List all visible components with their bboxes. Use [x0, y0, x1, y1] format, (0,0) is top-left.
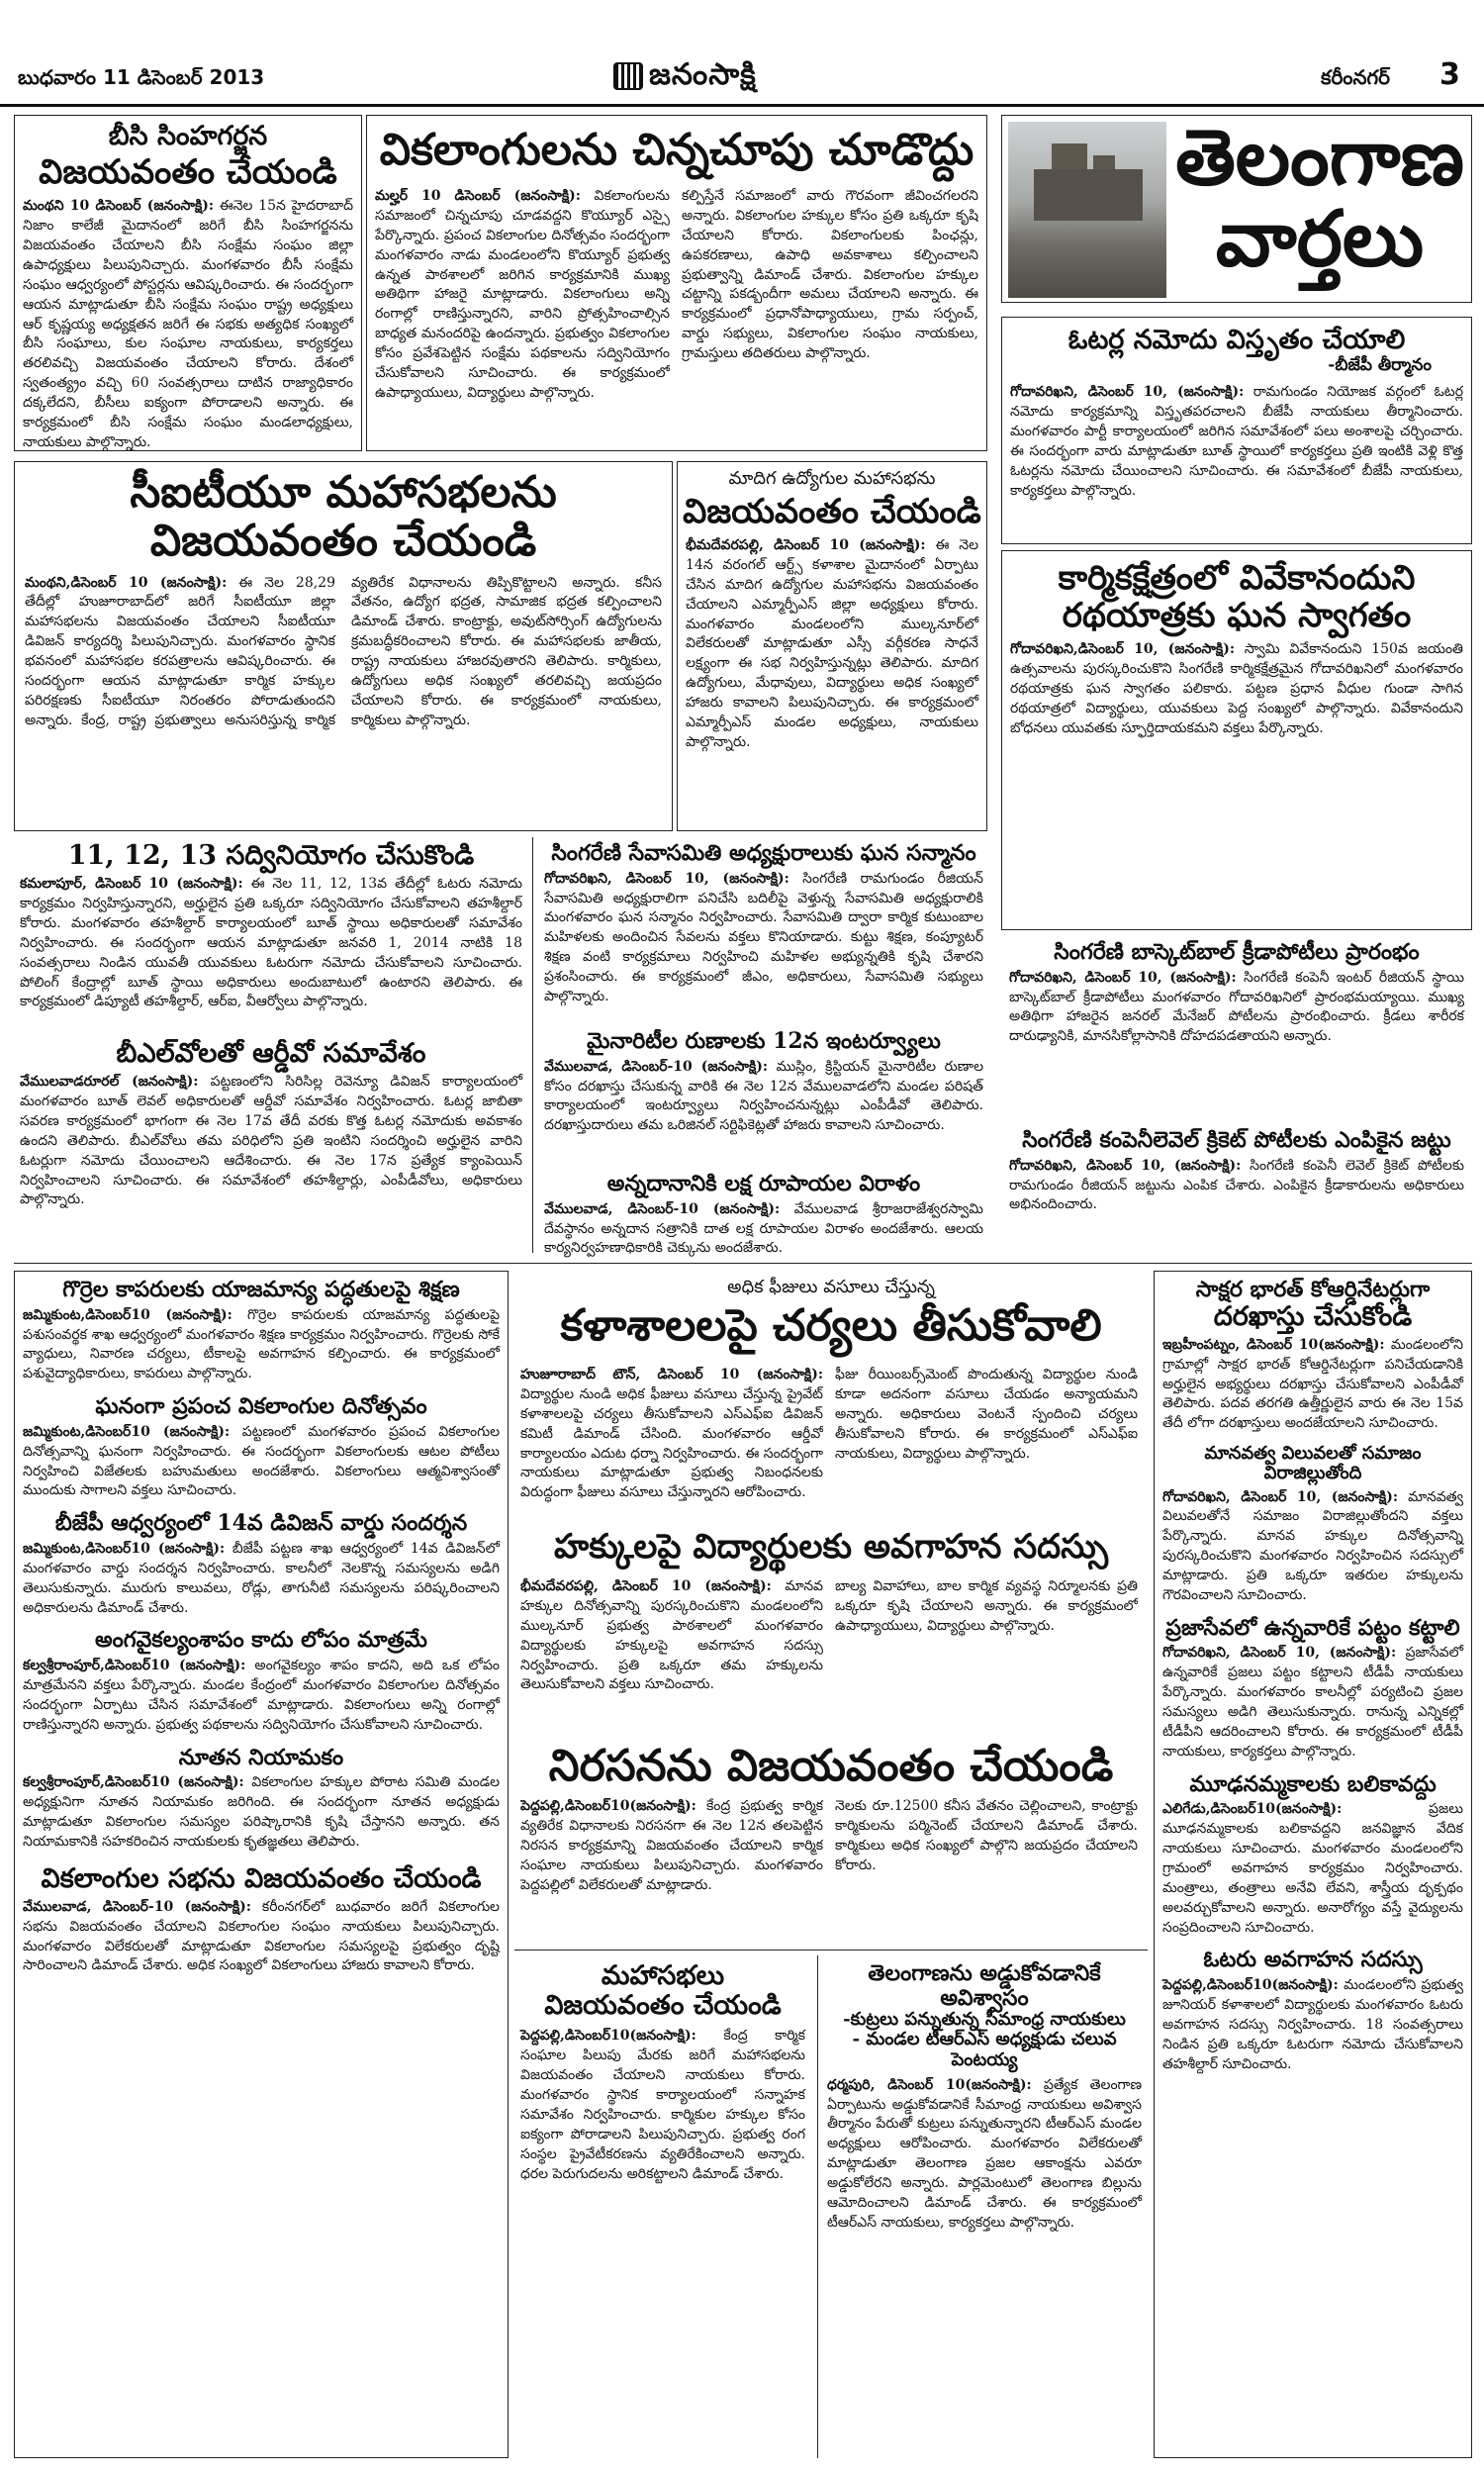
article-mahasabhalu	[514, 1955, 811, 2460]
headline: వికలాంగుల సభను విజయవంతం చేయండి	[41, 1862, 482, 1894]
article-college-fees	[514, 1271, 1148, 1518]
article-body: ఎలిగేడు,డిసెంబర్10(జనంసాక్షి): ప్రజలు మూఢనమ్మకాలకు బలికావద్దని జనవిజ్ఞాన వేదిక నాయకులు సూచించారు. మంగళవారం మండలంలోని గ్రామంలో అవగాహన కార్యక్రమం నిర్వహించారు. మంత్రాలు, తంత్రాలు అనేవి లేవని, శాస్త్రీయ దృక్పథం అలవర్చుకోవాలని అన్నారు. అనారోగ్యం వస్తే వైద్యులను సంప్రదించాలని సూచించారు.	[1162, 1801, 1463, 1936]
article-cricket	[1001, 1128, 1472, 1257]
article-body: భీమదేవరపల్లి, డిసెంబర్ 10 (జనంసాక్షి): మానవ హక్కుల దినోత్సవాన్ని పురస్కరించుకొని మండలంలోని ముల్కనూర్ ప్రభుత్వ పాఠశాలలో మంగళవారం విద్యార్థులకు హక్కులపై అవగాహన సదస్సు నిర్వహించారు. ప్రతి ఒక్కరూ తమ హక్కులను తెలుసుకోవాలని వక్తలు సూచించారు.	[520, 1578, 823, 1693]
headline: దరఖాస్తు చేసుకోండి	[1213, 1300, 1413, 1332]
article-voter-awareness	[1155, 1948, 1471, 2078]
article-body: పెద్దపల్లి,డిసెంబర్10(జనంసాక్షి): కేంద్ర ప్రభుత్వ కార్మిక వ్యతిరేక విధానాలకు నిరసనగా ఈ నెల 12న తలపెట్టిన నిరసన కార్యక్రమాన్ని విజయవంతం చేయాలని కార్మిక సంఘాల నాయకులు పిలుపునిచ్చారు. మంగళవారం పెద్దపల్లిలో విలేకరులతో మాట్లాడారు.	[520, 1798, 823, 1893]
headline: సాక్షర భారత్ కోఆర్డినేటర్లుగా	[1195, 1277, 1431, 1302]
article-body: కల్వశ్రీరాంపూర్,డిసెంబర్10 (జనంసాక్షి): అంగవైకల్యం శాపం కాదని, అది ఒక లోపం మాత్రమేనని వక్తలు పేర్కొన్నారు. మండల కేంద్రంలో మంగళవారం వికలాంగుల దినోత్సవం సందర్భంగా ఏర్పాటు చేసిన సమావేశంలో మాట్లాడారు. వికలాంగులు అన్ని రంగాల్లో రాణిస్తున్నారని అన్నారు. ప్రభుత్వ పథకాలను సద్వినియోగం చేసుకోవాలని సూచించారు.	[23, 1658, 501, 1733]
kicker: మాదిగ ఉద్యోగుల మహాసభను	[728, 468, 936, 489]
article-body: గోదావరిఖని, డిసెంబర్ 10, (జనంసాక్షి): సింగరేణి కంపెనీ ఇంటర్ రీజియన్ స్థాయి బాస్కెట్‌బాల్ క్రీడాపోటీలు మంగళవారం గోదావరిఖనిలో ప్రారంభమయ్యాయి. ముఖ్య అతిథిగా హాజరైన జనరల్ మేనేజర్ పోటీలను ప్రారంభించారు. క్రీడలు శారీరక దారుఢ్యానికి, మానసికోల్లాసానికి దోహదపడతాయని అన్నారు.	[1009, 969, 1464, 1045]
subheadline: -కుట్రలు పన్నుతున్న సీమాంధ్ర నాయకులు	[843, 2009, 1126, 2031]
masthead	[0, 0, 1484, 107]
article-disability-not-curse	[15, 1628, 508, 1739]
headline: విజయవంతం చేయండి	[683, 492, 981, 531]
article-bc-rally	[14, 115, 362, 451]
article-blo-meeting	[14, 1039, 528, 1257]
article-body: ఇబ్రహీంపట్నం, డిసెంబర్ 10(జనంసాక్షి): మండలంలోని గ్రామాల్లో సాక్షర భారత్ కోఆర్డినేటర్లుగా పనిచేయడానికి అర్హులైన అభ్యర్థులు దరఖాస్తు చేసుకోవాలని ఎంపీడీవో తెలిపారు. పదవ తరగతి ఉత్తీర్ణులైన వారు ఈ నెల 15వ తేదీ లోగా దరఖాస్తులు అందజేయాలని సూచించారు.	[1162, 1336, 1463, 1432]
headline: హక్కులపై విద్యార్థులకు అవగాహన సదస్సు	[553, 1527, 1109, 1567]
section-divider	[14, 1263, 1472, 1264]
article-disabled-respect	[366, 115, 987, 451]
headline: కార్మికక్షేత్రంలో వివేకానందుని రథయాత్రకు ఘన స్వాగతం	[1058, 558, 1416, 636]
headline: 11, 12, 13 సద్వినియోగం చేసుకొండి	[67, 840, 475, 871]
headline: అన్నదానానికి లక్ష రూపాయల విరాళం	[606, 1172, 921, 1196]
headline: మానవత్వ విలువలతో సమాజం విరాజిల్లుతోంది	[1204, 1443, 1422, 1484]
article-sakshara-bharat	[1155, 1278, 1471, 1438]
article-body: గోదావరిఖని,డిసెంబర్ 10, (జనంసాక్షి): స్వామి వివేకానందుని 150వ జయంతి ఉత్సవాలను పురస్కరించుకొని సింగరేణి కార్మికక్షేత్రమైన గోదావరిఖనిలో మంగళవారం రథయాత్రకు ఘన స్వాగతం పలికారు. పట్టణ ప్రధాన వీధుల గుండా సాగిన రథయాత్రలో విద్యార్థులు, యువకులు పెద్ద సంఖ్యలో పాల్గొన్నారు. వివేకానందుని బోధనలు యువతకు స్ఫూర్తిదాయకమని వక్తలు పేర్కొన్నారు.	[1010, 641, 1464, 736]
article-vivekananda-rally	[1001, 550, 1472, 930]
article-rights-awareness	[514, 1524, 1148, 1732]
article-singareni-seva	[538, 837, 989, 1025]
article-body: కల్వశ్రీరాంపూర్,డిసెంబర్10 (జనంసాక్షి): వికలాంగుల హక్కుల పోరాట సమితి మండల అధ్యక్షునిగా నూతన నియామకం జరిగింది. ఈ సందర్భంగా నూతన అధ్యక్షుడు మాట్లాడుతూ వికలాంగుల సమస్యల పరిష్కారానికి కృషి చేస్తానని అన్నారు. తన నియామకానికి సహకరించిన నాయకులకు కృతజ్ఞతలు తెలిపారు.	[23, 1774, 501, 1850]
headline: నూతన నియామకం	[178, 1744, 344, 1770]
article-voter-days	[14, 837, 528, 1035]
column-divider	[532, 837, 533, 1253]
headline: ఓటర్ల నమోదు విస్తృతం చేయాలి	[1067, 325, 1406, 355]
article-body: హుజూరాబాద్ టౌన్, డిసెంబర్ 10 (జనంసాక్షి): విద్యార్థుల నుండి అధిక ఫీజులు వసూలు చేస్తున్న ప్రైవేట్ కళాశాలలపై చర్యలు తీసుకోవాలని ఎస్ఎఫ్ఐ డివిజన్ కమిటీ డిమాండ్ చేసింది. మంగళవారం ఆర్డీవో కార్యాలయం ఎదుట ధర్నా నిర్వహించారు. ఈ సందర్భంగా నాయకులు మాట్లాడుతూ ప్రభుత్వ నిబంధనలకు విరుద్ధంగా ఫీజులు వసూలు చేస్తున్నారని ఆరోపించారు.	[520, 1367, 823, 1501]
article-body: గోదావరిఖని, డిసెంబర్ 10, (జనంసాక్షి): మానవత్వ విలువలతోనే సమాజం విరాజిల్లుతోందని వక్తలు పేర్కొన్నారు. మానవ హక్కుల దినోత్సవాన్ని పురస్కరించుకొని మంగళవారం నిర్వహించిన సదస్సులో మాట్లాడారు. ప్రతి ఒక్కరూ ఇతరుల హక్కులను గౌరవించాలని సూచించారు.	[1162, 1488, 1464, 1603]
article-body: వేములవాడ, డిసెంబర్-10 (జనంసాక్షి): ముస్లిం, క్రిస్టియన్ మైనారిటీల రుణాల కోసం దరఖాస్తు చేసుకున్న వారికి ఈ నెల 12న వేములవాడలోని మండల పరిషత్ కార్యాలయంలో ఇంటర్వ్యూలు నిర్వహించనున్నట్లు ఎంపీడీవో తెలిపారు. దరఖాస్తుదారులు తమ ఒరిజినల్ సర్టిఫికెట్లతో హాజరు కావాలని సూచించారు.	[544, 1058, 983, 1134]
section-banner	[1001, 115, 1472, 303]
article-basketball	[1001, 936, 1472, 1124]
article-sheep-training	[15, 1278, 508, 1388]
headline: మూఢనమ్మకాలకు బలికావద్దు	[1189, 1770, 1437, 1797]
headline: విజయవంతం చేయండి	[544, 1990, 782, 2022]
section-divider	[514, 1950, 1148, 1951]
headline: గొర్రెల కాపరులకు యాజమాన్య పద్ధతులపై శిక్షణ	[62, 1277, 460, 1302]
edition-region: కరీంనగర్	[1321, 65, 1390, 89]
left-column	[14, 1271, 509, 2458]
article-body: గోదావరిఖని, డిసెంబర్ 10, (జనంసాక్షి): సింగరేణి రామగుండం రీజియన్ సేవాసమితి అధ్యక్షురాలిగా పనిచేసి బదిలీపై వెళ్తున్న సేవాసమితి అధ్యక్షురాలికి మంగళవారం ఘన సన్మానం నిర్వహించారు. సేవాసమితి ద్వారా కార్మిక కుటుంబాల మహిళలకు అందించిన సేవలను వక్తలు కొనియాడారు. కుట్టు శిక్షణ, కంప్యూటర్ శిక్షణ వంటి కార్యక్రమాలు నిర్వహించి మహిళల అభ్యున్నతికి కృషి చేశారని ప్రశంసించారు. ఈ కార్యక్రమంలో జీఎం, అధికారులు, సేవాసమితి సభ్యులు పాల్గొన్నారు.	[544, 870, 984, 1004]
article-citu-sabha	[14, 461, 673, 831]
article-body: ధర్మపురి, డిసెంబర్ 10(జనంసాక్షి): ప్రత్యేక తెలంగాణ ఏర్పాటును అడ్డుకోవడానికే సీమాంధ్ర నాయకులు అవిశ్వాస తీర్మానం పేరుతో కుట్రలు పన్నుతున్నారని టీఆర్ఎస్ మండల అధ్యక్షులు ఆరోపించారు. మంగళవారం విలేకరులతో మాట్లాడుతూ తెలంగాణ ప్రజల ఆకాంక్షను ఎవరూ అడ్డుకోలేరని అన్నారు. పార్లమెంటులో తెలంగాణ బిల్లును ఆమోదించాలని డిమాండ్ చేశారు. ఈ కార్యక్రమంలో టీఆర్ఎస్ నాయకులు, కార్యకర్తలు పాల్గొన్నారు.	[827, 2076, 1143, 2231]
fort-photo	[1008, 122, 1166, 298]
headline: మైనారిటీల రుణాలకు 12న ఇంటర్వ్యూలు	[587, 1029, 941, 1054]
article-body: వేములవాడరూరల్ (జనంసాక్షి): పట్టణంలోని సిరిసిల్ల రెవెన్యూ డివిజన్ కార్యాలయంలో మంగళవారం బూత్ లెవల్ అధికారులతో ఆర్డీవో సమావేశం నిర్వహించారు. ఓటర్ల జాబితా సవరణ కార్యక్రమంలో భాగంగా ఈ నెల 17వ తేదీ వరకు కొత్త ఓటర్ల నమోదుకు అవకాశం ఉందని తెలిపారు. బీఎల్‌వోలు తమ పరిధిలోని ప్రతి ఇంటిని సందర్శించి అర్హులైన వారిని ఓటర్లుగా నమోదు చేయించాలని ఆదేశించారు. ఈ నెల 17న ప్రత్యేక క్యాంపెయిన్ నిర్వహించాలని సూచించారు. ఈ సమావేశంలో తహశీల్దార్లు, ఎంపీడీవోలు, అధికారులు పాల్గొన్నారు.	[20, 1074, 522, 1208]
article-body: వేములవాడ, డిసెంబర్-10 (జనంసాక్షి): కరీంనగర్‌లో బుధవారం జరిగే వికలాంగుల సభను విజయవంతం చేయాలని వికలాంగుల సంఘం నాయకులు పిలుపునిచ్చారు. మంగళవారం విలేకరులతో మాట్లాడుతూ వికలాంగుల సమస్యలపై ప్రభుత్వం దృష్టి సారించాలని డిమాండ్ చేశారు. అధిక సంఖ్యలో వికలాంగులు హాజరు కావాలని కోరారు.	[23, 1898, 500, 1974]
headline: మహాసభలు	[601, 1960, 725, 1991]
headline: ఓటరు అవగాహన సదస్సు	[1203, 1947, 1423, 1973]
article-body: గోదావరిఖని, డిసెంబర్ 10, (జనంసాక్షి): సింగరేణి కంపెనీ లెవెల్ క్రికెట్ పోటీలకు రామగుండం రీజియన్ జట్టును ఎంపిక చేశారు. ఎంపికైన క్రీడాకారులను అధికారులు అభినందించారు.	[1009, 1157, 1465, 1213]
article-disabled-sabha	[15, 1864, 508, 1981]
article-body: భీమదేవరపల్లి, డిసెంబర్ 10 (జనంసాక్షి): ఈ నెల 14న వరంగల్ ఆర్ట్స్ కళాశాల మైదానంలో ఏర్పాటు చేసిన మాదిగ ఉద్యోగుల మహాసభను విజయవంతం చేయాలని ఎమ్మార్పీఎస్ జిల్లా అధ్యక్షులు కోరారు. మంగళవారం మండలంలోని ముల్కనూర్‌లో విలేకరులతో మాట్లాడుతూ ఎస్సీ వర్గీకరణ సాధనే లక్ష్యంగా ఈ సభ నిర్వహిస్తున్నట్లు తెలిపారు. మాదిగ ఉద్యోగులు, మేధావులు, విద్యార్థులు అధిక సంఖ్యలో హాజరు కావాలని పిలుపునిచ్చారు. ఈ కార్యక్రమంలో ఎమ్మార్పీఎస్ మండల అధ్యక్షులు, నాయకులు పాల్గొన్నారు.	[686, 537, 979, 750]
subheadline: - మండల టీఆర్ఎస్ అధ్యక్షుడు చలువ పెంటయ్య	[852, 2029, 1117, 2070]
article-body: నెలకు రూ.12500 కనీస వేతనం చెల్లించాలని, కాంట్రాక్టు కార్మికులను పర్మినెంట్ చేయాలని డిమాండ్ చేశారు. కార్మికులు అధిక సంఖ్యలో పాల్గొని జయప్రదం చేయాలని కోరారు.	[835, 1798, 1138, 1873]
article-body: ఫీజు రీయింబర్స్‌మెంట్ పొందుతున్న విద్యార్థుల నుండి కూడా అదనంగా వసూలు చేయడం అన్యాయమని అన్నారు. అధికారులు వెంటనే స్పందించి చర్యలు తీసుకోవాలని కోరారు. ఈ కార్యక్రమంలో ఎస్ఎఫ్ఐ నాయకులు, విద్యార్థులు పాల్గొన్నారు.	[835, 1367, 1138, 1462]
logo-icon	[613, 62, 643, 90]
article-voter-registration	[1001, 317, 1472, 544]
headline: ప్రజాసేవలో ఉన్నవారికే పట్టం కట్టాలి	[1165, 1614, 1460, 1641]
article-bjp-ward-visit	[15, 1511, 508, 1622]
article-annadanam-donation	[538, 1172, 989, 1261]
article-body: మల్హర్ 10 డిసెంబర్ (జనంసాక్షి): వికలాంగులను సమాజంలో చిన్నచూపు చూడవద్దని కొయ్యూర్ ఎస్సై పేర్కొన్నారు. ప్రపంచ వికలాంగుల దినోత్సవం సందర్భంగా మంగళవారం నాడు మండలంలోని కొయ్యూర్ ప్రభుత్వ ఉన్నత పాఠశాలలో జరిగిన కార్యక్రమానికి ముఖ్య అతిథిగా హాజరై మాట్లాడారు. వికలాంగులు అన్ని రంగాల్లో రాణిస్తున్నారని, వారిని ప్రోత్సహించాల్సిన బాధ్యత మనందరిపై ఉందన్నారు. ప్రభుత్వం వికలాంగుల కోసం ప్రవేశపెట్టిన సంక్షేమ పథకాలను సద్వినియోగం చేసుకోవాలని సూచించారు. ఈ కార్యక్రమంలో ఉపాధ్యాయులు, విద్యార్థులు పాల్గొన్నారు.	[375, 188, 670, 401]
headline: నిరసనను విజయవంతం చేయండి	[548, 1741, 1114, 1791]
issue-date: బుధవారం 11 డిసెంబర్ 2013	[18, 65, 265, 89]
page-number: 3	[1439, 57, 1460, 92]
article-body: మంథని,డిసెంబర్ 10 (జనంసాక్షి): ఈ నెల 28,29 తేదీల్లో హుజూరాబాద్‌లో జరిగే సీఐటీయూ జిల్లా మహాసభలను విజయవంతం చేయాలని సీఐటీయూ డివిజన్ కార్యదర్శి పిలుపునిచ్చారు. మంగళవారం స్థానిక భవనంలో మహాసభల కరపత్రాలను ఆవిష్కరించారు. ఈ సందర్భంగా ఆయన మాట్లాడుతూ కార్మిక హక్కుల పరిరక్షణకు సీఐటీయూ నిరంతరం పోరాడుతుందని అన్నారు. కేంద్ర, రాష్ట్ర ప్రభుత్వాలు అనుసరిస్తున్న కార్మిక వ్యతిరేక విధానాలను తిప్పికొట్టాలని అన్నారు. కనీస వేతనం, ఉద్యోగ భద్రత, సామాజిక భద్రత కల్పించాలని డిమాండ్ చేశారు. కాంట్రాక్టు, అవుట్‌సోర్సింగ్ ఉద్యోగులను క్రమబద్ధీకరించాలని కోరారు. ఈ మహాసభలకు జాతీయ, రాష్ట్ర నాయకులు హాజరవుతారని తెలిపారు. కార్మికులు, ఉద్యోగులు అధిక సంఖ్యలో తరలివచ్చి జయప్రదం చేయాలని కోరారు. ఈ కార్యక్రమంలో నాయకులు, కార్మికులు పాల్గొన్నారు.	[25, 574, 662, 728]
headline: సింగరేణి సేవాసమితి అధ్యక్షురాలుకు ఘన సన్మానం	[551, 840, 976, 866]
headline: సింగరేణి కంపెనీలెవెల్ క్రికెట్ పోటీలకు ఎంపికైన జట్టు	[1022, 1128, 1451, 1153]
headline: సీఐటీయూ మహాసభలను విజయవంతం చేయండి	[130, 467, 557, 567]
article-minority-loans	[538, 1029, 989, 1168]
article-body: పెద్దపల్లి,డిసెంబర్10(జనంసాక్షి): కేంద్ర కార్మిక సంఘాల పిలుపు మేరకు జరిగే మహాసభలను విజయవంతం చేయాలని నాయకులు కోరారు. మంగళవారం స్థానిక కార్యాలయంలో సన్నాహక సమావేశం నిర్వహించారు. కార్మికుల హక్కుల కోసం ఐక్యంగా పోరాడాలని పిలుపునిచ్చారు. ప్రభుత్వ రంగ సంస్థల ప్రైవేటీకరణను వ్యతిరేకించాలని అన్నారు. ధరల పెరుగుదలను అరికట్టాలని డిమాండ్ చేశారు.	[520, 2028, 805, 2182]
kicker: అధిక ఫీజులు వసూలు చేస్తున్న	[727, 1277, 935, 1297]
article-telangana-no-confidence	[821, 1955, 1148, 2460]
article-body: వేములవాడ, డిసెంబర్-10 (జనంసాక్షి): వేములవాడ శ్రీరాజరాజేశ్వరస్వామి దేవస్థానం అన్నదాన సత్రానికి దాత లక్ష రూపాయల విరాళం అందజేశారు. ఆలయ కార్యనిర్వహణాధికారికి చెక్కును అందజేశారు.	[544, 1200, 983, 1257]
headline: అంగవైకల్యంశాపం కాదు లోపం మాత్రమే	[95, 1627, 427, 1654]
article-body: మంథని 10 డిసెంబర్ (జనంసాక్షి): ఈనెల 15న హైదరాబాద్ నిజాం కాలేజీ మైదానంలో జరిగే బీసి సింహగర్జనను విజయవంతం చేయాలని బీసి సంక్షేమ సంఘం జిల్లా ఉపాధ్యక్షులు పిలుపునిచ్చారు. మంగళవారం బీసీ సంక్షేమ సంఘం ఆధ్వర్యంలో పోస్టర్లను ఆవిష్కరించారు. ఈ సందర్భంగా ఆయన మాట్లాడుతూ బీసి సంక్షేమ సంఘం రాష్ట్ర అధ్యక్షులు ఆర్ కృష్ణయ్య అధ్యక్షతన జరిగే ఈ సభకు అత్యధిక సంఖ్యలో బీసి సంఘాలు, కుల సంఘాల నాయకులు, కార్యకర్తలు తరలివచ్చి విజయవంతం చేయాలని కోరారు. దేశంలో స్వతంత్య్రం వచ్చి 60 సంవత్సరాలు దాటిన రాజ్యాధికారం దక్కలేదని, బీసీలు ఐక్యంగా పోరాడాలని అన్నారు. ఈ కార్యక్రమంలో బీసి సంక్షేమ సంఘం మండలాధ్యక్షులు, నాయకులు పాల్గొన్నారు.	[23, 198, 353, 450]
article-superstition	[1155, 1772, 1471, 1943]
headline: వికలాంగులను చిన్నచూపు చూడొద్దు	[379, 125, 974, 175]
headline: సింగరేణి బాస్కెట్‌బాల్ క్రీడాపోటీలు ప్రారంభం	[1054, 939, 1420, 965]
article-madiga-sabha	[677, 461, 987, 831]
byline: -బీజేపీ తీర్మానం	[1328, 355, 1432, 376]
headline: కళాశాలలపై చర్యలు తీసుకోవాలి	[560, 1300, 1102, 1351]
column-divider	[817, 1955, 818, 2458]
newspaper-logo: జనంసాక్షి	[613, 57, 757, 99]
headline: బీజేపీ ఆధ్వర్యంలో 14వ డివిజన్ వార్డు సందర్శన	[54, 1510, 468, 1537]
article-body: పెద్దపల్లి,డిసెంబర్10(జనంసాక్షి): మండలంలోని ప్రభుత్వ జూనియర్ కళాశాలలో విద్యార్థులకు మంగళవారం ఓటరు అవగాహన సదస్సు నిర్వహించారు. 18 సంవత్సరాలు నిండిన ప్రతి ఒక్కరూ ఓటరుగా నమోదు చేసుకోవాలని తహశీల్దార్ సూచించారు.	[1162, 1977, 1463, 2072]
article-body: కమలాపూర్, డిసెంబర్ 10 (జనంసాక్షి): ఈ నెల 11, 12, 13వ తేదీల్లో ఓటరు నమోదు కార్యక్రమం నిర్వహిస్తున్నారని, అర్హులైన ప్రతి ఒక్కరూ సద్వినియోగం చేసుకోవాలని తహశీల్దార్ కోరారు. మంగళవారం తహశీల్దార్ కార్యాలయంలో బూత్ స్థాయి అధికారులతో సమావేశం నిర్వహించారు. ఈ సందర్భంగా ఆయన మాట్లాడుతూ జనవరి 1, 2014 నాటికి 18 సంవత్సరాలు నిండిన యువతీ యువకులు ఓటరుగా నమోదు చేసుకోవాలని సూచించారు. పోలింగ్ కేంద్రాల్లో బూత్ స్థాయి అధికారులు అందుబాటులో ఉంటారని తెలిపారు. ఈ కార్యక్రమంలో డిప్యూటీ తహశీల్దార్, ఆర్ఐ, వీఆర్వోలు పాల్గొన్నారు.	[20, 876, 523, 1010]
headline: ఘనంగా ప్రపంచ వికలాంగుల దినోత్సవం	[95, 1393, 427, 1420]
right-column	[1154, 1271, 1472, 2458]
banner-title: తెలంగాణ వార్తలు	[1175, 118, 1464, 284]
article-public-service	[1155, 1616, 1471, 1766]
article-humanity-values	[1155, 1444, 1471, 1610]
article-body: కల్పిస్తేనే సమాజంలో వారు గౌరవంగా జీవించగలరని అన్నారు. వికలాంగుల హక్కుల కోసం ప్రతి ఒక్కరూ కృషి చేయాలని కోరారు. వికలాంగులకు పింఛన్లు, ఉపకరణాలు, ఉపాధి అవకాశాలు కల్పించాలని ప్రభుత్వాన్ని డిమాండ్ చేశారు. వికలాంగుల హక్కుల చట్టాన్ని పకడ్బందీగా అమలు చేయాలని అన్నారు. ఈ కార్యక్రమంలో ప్రధానోపాధ్యాయులు, గ్రామ సర్పంచ్, వార్డు సభ్యులు, వికలాంగుల సంఘం నాయకులు, గ్రామస్తులు తదితరులు పాల్గొన్నారు.	[682, 188, 978, 361]
headline: విజయవంతం చేయండి	[39, 152, 337, 193]
headline: తెలంగాణను అడ్డుకోవడానికే అవిశ్వాసం	[868, 1960, 1101, 2011]
article-body: గోదావరిఖని, డిసెంబర్ 10, (జనంసాక్షి): ప్రజాసేవలో ఉన్నవారికే ప్రజలు పట్టం కట్టాలని టీడీపీ నాయకులు పేర్కొన్నారు. మంగళవారం కాలనీల్లో పర్యటించి ప్రజల సమస్యలు అడిగి తెలుసుకున్నారు. రానున్న ఎన్నికల్లో టీడీపీని ఆదరించాలని కోరారు. ఈ కార్యక్రమంలో టీడీపీ నాయకులు, కార్యకర్తలు పాల్గొన్నారు.	[1162, 1645, 1464, 1760]
article-body: జమ్మికుంట,డిసెంబర్10 (జనంసాక్షి): బీజేపీ పట్టణ శాఖ ఆధ్వర్యంలో 14వ డివిజన్‌లో మంగళవారం వార్డు సందర్శన నిర్వహించారు. కాలనీలో నెలకొన్న సమస్యలను అడిగి తెలుసుకున్నారు. మురుగు కాలువలు, రోడ్లు, తాగునీటి సమస్యలను పరిష్కరించాలని అధికారులను డిమాండ్ చేశారు.	[23, 1540, 500, 1616]
article-body: జమ్మికుంట,డిసెంబర్10 (జనంసాక్షి): గొర్రెల కాపరులకు యాజమాన్య పద్ధతులపై పశుసంవర్థక శాఖ ఆధ్వర్యంలో మంగళవారం శిక్షణ కార్యక్రమం నిర్వహించారు. గొర్రెలకు సోకే వ్యాధులు, నివారణ చర్యలు, టీకాలపై అవగాహన కల్పించారు. ఈ కార్యక్రమంలో పశువైద్యాధికారులు, కాపరులు పాల్గొన్నారు.	[23, 1306, 501, 1382]
article-new-appointment	[15, 1746, 508, 1856]
article-body: బాల్య వివాహాలు, బాల కార్మిక వ్యవస్థ నిర్మూలనకు ప్రతి ఒక్కరూ కృషి చేయాలని అన్నారు. ఈ కార్యక్రమంలో ఉపాధ్యాయులు, విద్యార్థులు పాల్గొన్నారు.	[835, 1578, 1138, 1634]
article-body: జమ్మికుంట,డిసెంబర్10 (జనంసాక్షి): పట్టణంలో మంగళవారం ప్రపంచ వికలాంగుల దినోత్సవాన్ని ఘనంగా నిర్వహించారు. ఈ సందర్భంగా వికలాంగులకు ఆటల పోటీలు నిర్వహించి విజేతలకు బహుమతులు అందజేశారు. వికలాంగులు ఆత్మవిశ్వాసంతో ముందుకు సాగాలని వక్తలు సూచించారు.	[23, 1423, 501, 1499]
headline: బీసి సింహగర్జన	[108, 121, 268, 151]
article-protest	[514, 1738, 1148, 1946]
article-body: గోదావరిఖని, డిసెంబర్ 10, (జనంసాక్షి): రామగుండం నియోజక వర్గంలో ఓటర్ల నమోదు కార్యక్రమాన్ని విస్తృతపరచాలని బీజేపీ నాయకులు తీర్మానించారు. మంగళవారం పార్టీ కార్యాలయంలో జరిగిన సమావేశంలో పలు అంశాలపై చర్చించారు. ఈ సందర్భంగా వారు మాట్లాడుతూ బూత్ స్థాయిలో కార్యకర్తలు ప్రతి ఇంటికి వెళ్లి కొత్త ఓటర్లను నమోదు చేయించాలని సూచించారు. ఈ సమావేశంలో బీజేపీ నాయకులు, కార్యకర్తలు పాల్గొన్నారు.	[1010, 384, 1464, 499]
article-disabled-day	[15, 1394, 508, 1505]
headline: బీఎల్‌వోలతో ఆర్డీవో సమావేశం	[116, 1039, 426, 1069]
